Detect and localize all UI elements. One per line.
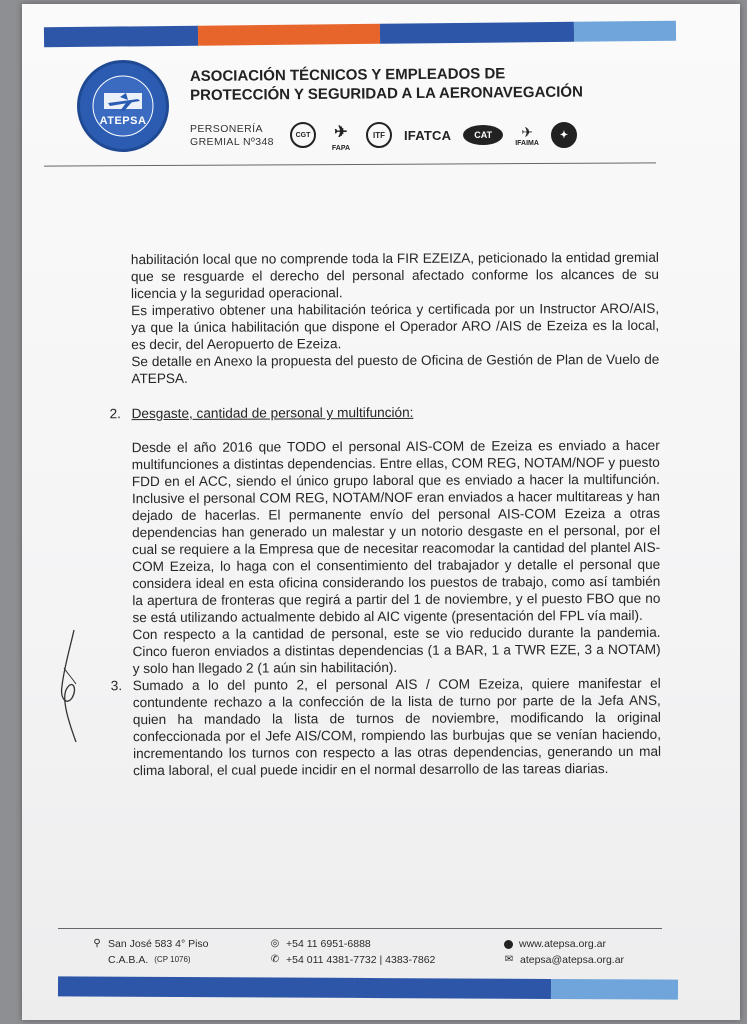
- fapa-label: FAPA: [331, 144, 351, 152]
- section-2: [110, 403, 661, 677]
- footer-address: [92, 936, 209, 968]
- footer-online: [504, 936, 624, 968]
- header-bar-blue-segment: [44, 26, 198, 48]
- whatsapp-number[interactable]: +54 11 6951-6888: [286, 938, 371, 950]
- intro-paragraph-1: habilitación local que no comprende toda la FIR EZEIZA, peticionado la entidad gremial que se resguarde el derecho del personal afectado conforme los alcances de su licencia y la seguridad operacional.: [130, 249, 659, 302]
- logo-wordmark: ATEPSA: [99, 115, 147, 127]
- fapa-emblem: [328, 119, 354, 152]
- atepsa-logo: [77, 60, 169, 152]
- footer-bar-light-blue-segment: [551, 979, 678, 1000]
- section-2-number: 2.: [109, 406, 121, 422]
- ifatca-emblem: IFATCA: [404, 127, 452, 143]
- letter-body: [109, 249, 661, 779]
- phone-icon: ✆: [270, 954, 280, 965]
- section-2-content: [132, 403, 661, 677]
- section-3-paragraph: Sumado a lo del punto 2, el personal AIS / COM Ezeiza, quiere manifestar el contundente rechazo a la confección de la lista de turno por parte de la Jefa ANS, quien ha mandado la lista de turnos de noviembre, modificando la original confeccionada por el Jefe AIS/COM, rompiendo las burbujas que se venían haciendo, incrementando los turnos con respecto a las otras dependencias, generando un mal clima laboral, el cual puede incidir en el normal desarrollo de las tareas diarias.: [132, 675, 662, 779]
- postal-code: (CP 1076): [154, 955, 191, 964]
- header-bar-light-blue-segment: [573, 21, 676, 42]
- cgt-emblem-icon: CGT: [290, 122, 316, 148]
- website-link[interactable]: www.atepsa.org.ar: [519, 938, 606, 950]
- organization-name-line1: ASOCIACIÓN TÉCNICOS Y EMPLEADOS DE: [189, 65, 506, 86]
- personeria-gremial: [190, 123, 300, 149]
- address-line2: C.A.B.A.: [108, 954, 149, 966]
- section-3-number: 3.: [110, 678, 123, 694]
- ifaima-label: IFAIMA: [515, 139, 539, 147]
- intro-paragraph-3: Se detalle en Anexo la propuesta del puesto de Oficina de Gestión de Plan de Vuelo de ATEPSA.: [131, 351, 660, 387]
- footer-color-bar: [58, 976, 678, 999]
- section-2-paragraph-2: Con respecto a la cantidad de personal, este se vio reducido durante la pandemia. Cinco fueron enviados a distintas dependencias (1 a BAR, 1 a TWR EZE, 3 a NOTAM) y solo han llegado 2 (1 aún sin habilitación).: [132, 624, 661, 677]
- affiliation-emblems: [290, 118, 650, 152]
- header-bar-orange-segment: [198, 24, 380, 46]
- logo-emblem: [80, 63, 166, 149]
- phone-numbers[interactable]: +54 011 4381-7732 | 4383-7862: [286, 954, 436, 966]
- footer-bar-blue-segment-2: [354, 978, 551, 999]
- whatsapp-icon: ◎: [270, 938, 280, 949]
- header-bar-blue-segment-2: [380, 22, 574, 44]
- location-pin-icon: ⚲: [93, 938, 101, 949]
- globe-icon: [504, 940, 513, 949]
- ifaima-emblem: [515, 124, 539, 147]
- personeria-line1: PERSONERÍA: [190, 123, 263, 135]
- organization-name-line2: PROTECCIÓN Y SEGURIDAD A LA AERONAVEGACIÓN: [190, 83, 583, 105]
- personeria-line2: GREMIAL Nº348: [190, 136, 274, 148]
- fapa-plane-icon: ✈: [334, 123, 348, 141]
- section-2-paragraph-1: Desde el año 2016 que TODO el personal AIS-COM de Ezeiza es enviado a hacer multifunciones a distintas dependencias. Entre ellas, COM REG, NOTAM/NOF y puesto FDD en el ACC, siendo el único grupo laboral que es enviado a hacer la multifunción. Inclusive el personal COM REG, NOTAM/NOF eran enviados a hacer multitareas y han dejado de hacerlas. El permanente envío del personal AIS-COM Ezeiza a otras dependencias han generado un malestar y un notorio desgaste en el personal, por el cual se requiere a la Empresa que de necesitar reacomodar la cantidad del plantel AIS-COM Ezeiza, lo haga con el consentimiento del trabajador y detalle el personal que considera ideal en esta oficina considerando los puestos de trabajo, como así también la apertura de fronteras que regirá a partir del 1 de noviembre, y el puesto FBO que no se está utilizando actualmente debido al AIC vigente (presentación del FPL vía mail).: [131, 437, 661, 626]
- section-3-content: [133, 675, 661, 779]
- handwritten-signature: [52, 628, 86, 746]
- section-2-heading: Desgaste, cantidad de personal y multifunción:: [131, 404, 414, 422]
- section-3: [111, 675, 661, 779]
- footer-phones: [270, 936, 435, 968]
- intro-paragraph-2: Es imperativo obtener una habilitación teórica y certificada por un Instructor ARO/AIS, ya que la única habilitación que dispone el Operador ARO /AIS de Ezeiza es la local, es decir, del Aeropuerto de Ezeiza.: [131, 300, 660, 353]
- address-line1: San José 583 4° Piso: [108, 938, 209, 950]
- organization-name: [190, 63, 650, 105]
- cat-emblem-icon: CAT: [463, 125, 503, 145]
- footer-divider: [58, 928, 662, 929]
- footer-contact: [92, 936, 662, 976]
- email-icon: ✉: [504, 954, 514, 965]
- email-link[interactable]: atepsa@atepsa.org.ar: [520, 954, 625, 966]
- seal-emblem-icon: ✦: [551, 122, 577, 148]
- ifaima-plane-icon: ✈: [521, 123, 533, 140]
- footer-bar-blue-segment: [58, 976, 354, 998]
- itf-emblem-icon: ITF: [366, 122, 392, 148]
